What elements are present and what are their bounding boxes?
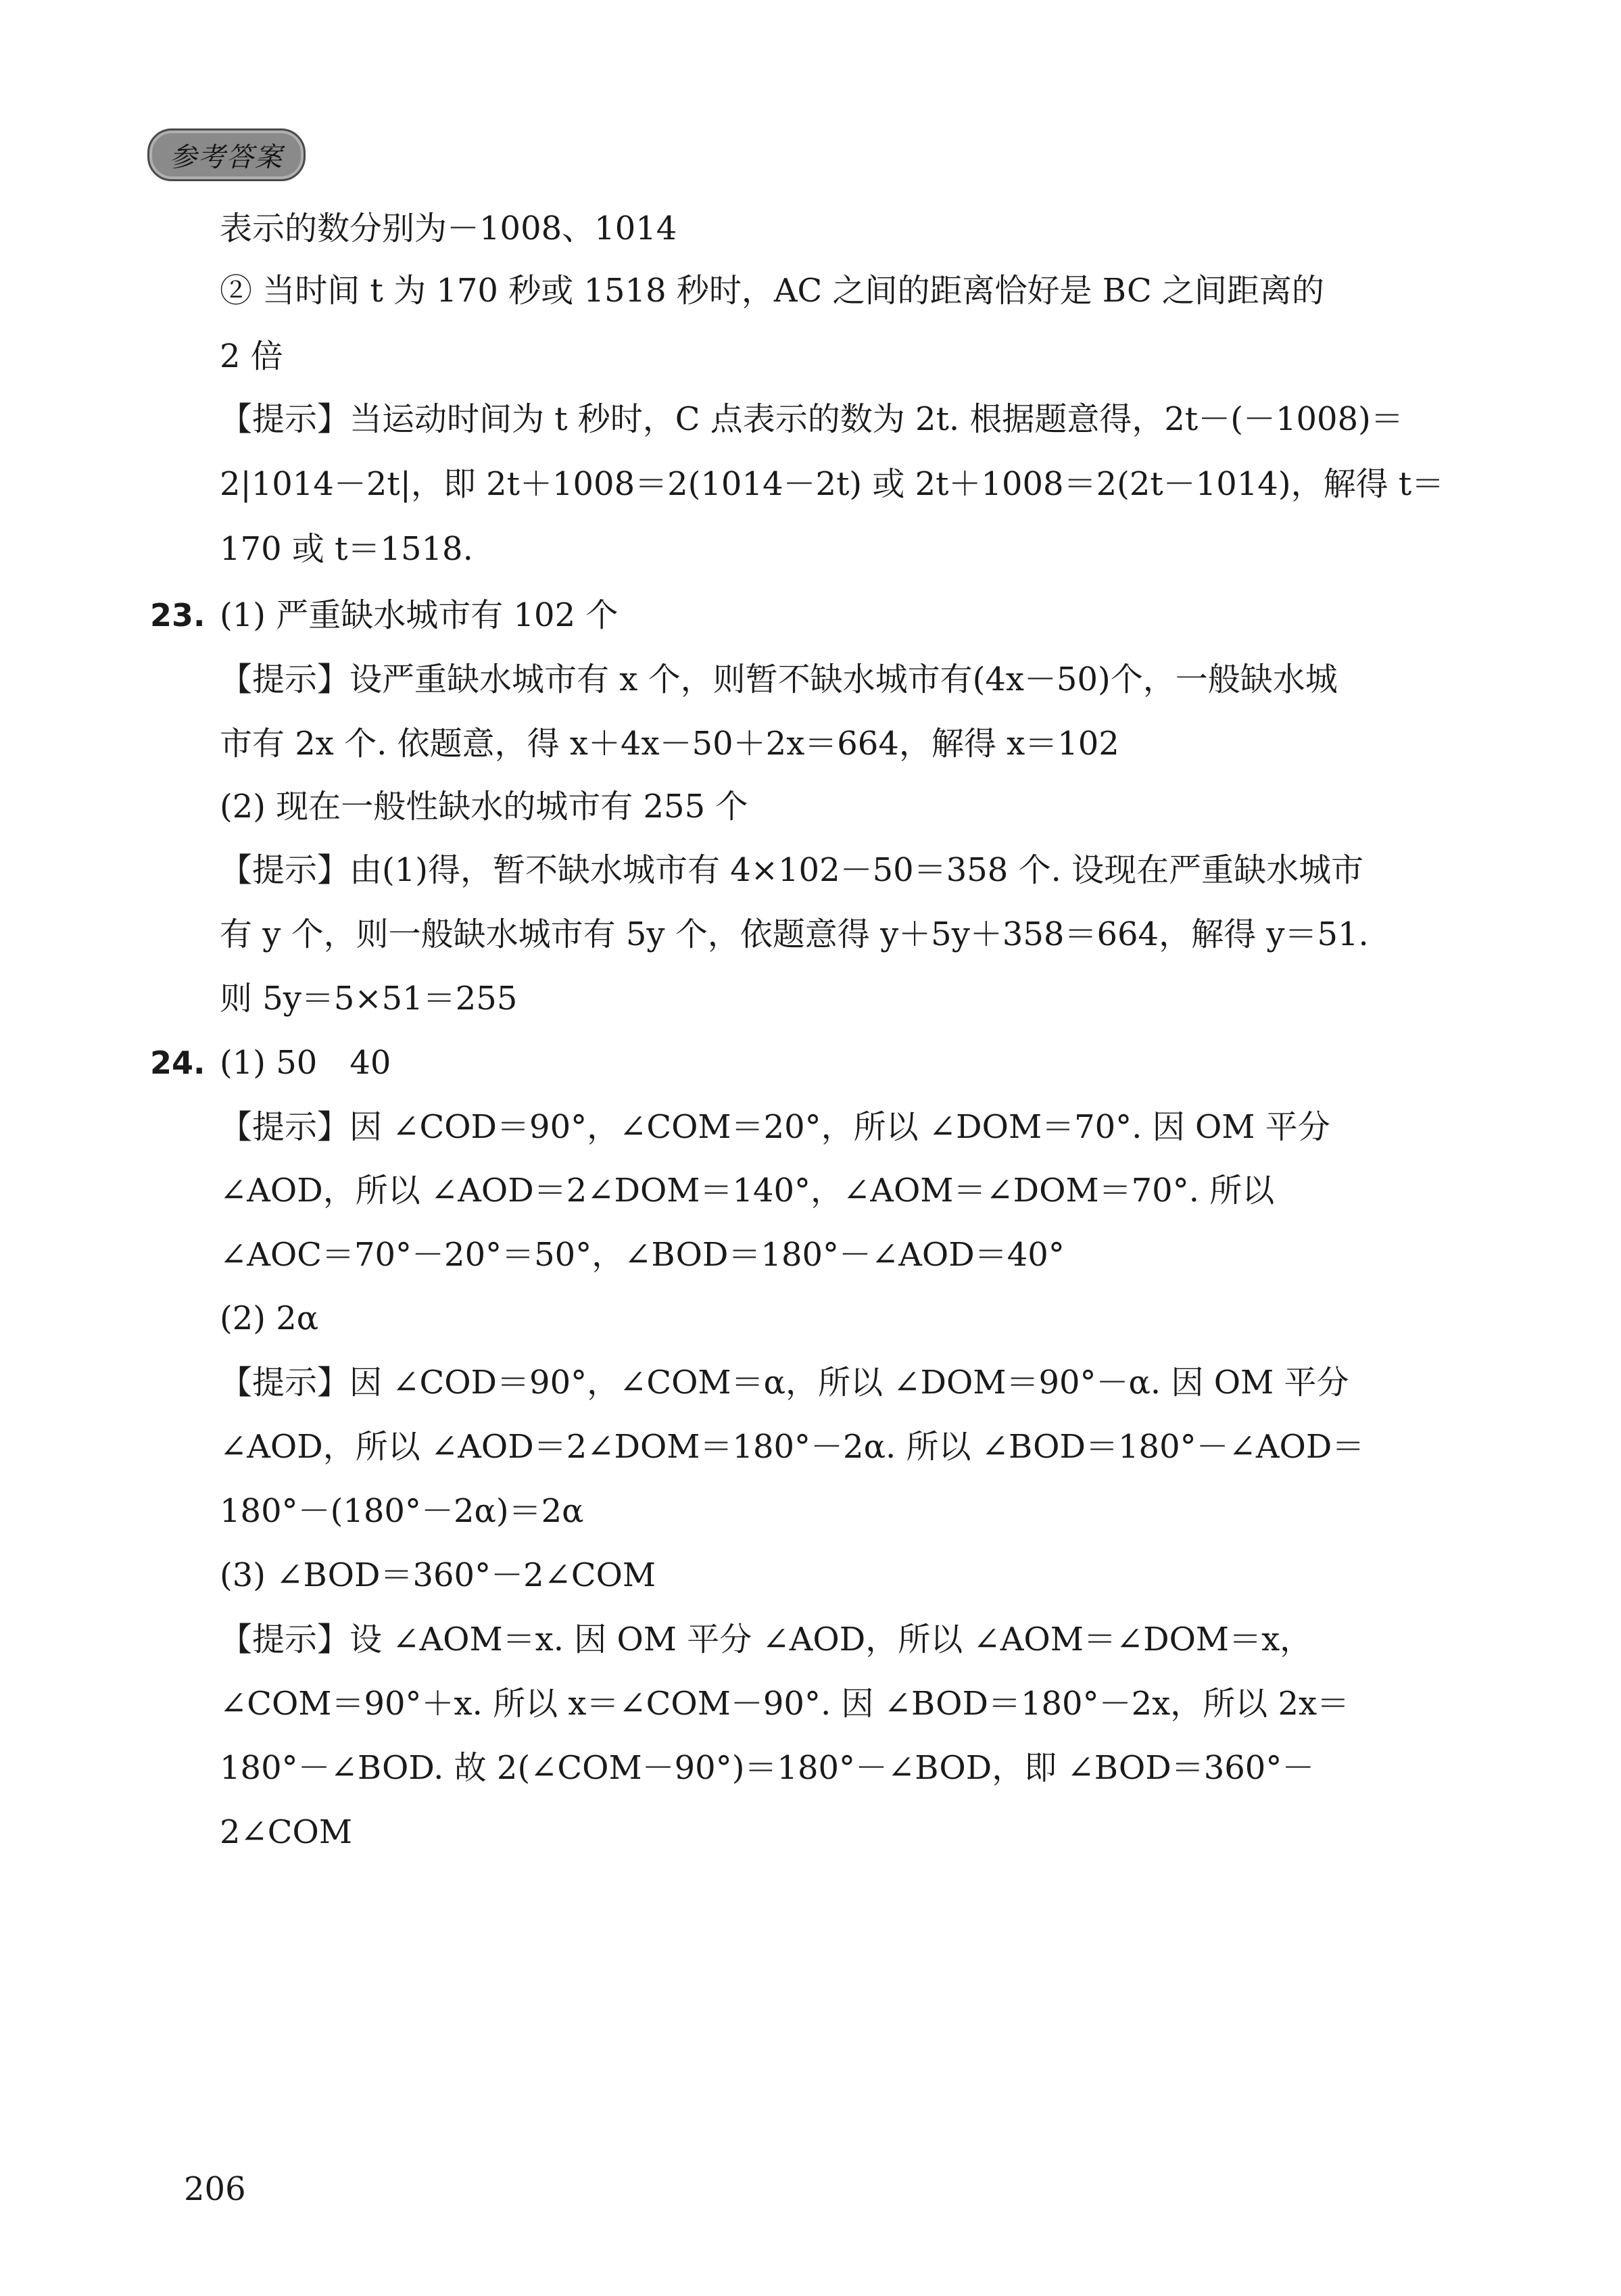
q22-part2-line: ② 当时间 t 为 170 秒或 1518 秒时，AC 之间的距离恰好是 BC 之间距离的 (220, 272, 1324, 310)
q22-part2-line: 2 倍 (220, 337, 283, 375)
q23-part2-answer: (2) 现在一般性缺水的城市有 255 个 (220, 788, 748, 826)
q24-hint-line: 2∠COM (220, 1813, 352, 1851)
page-number: 206 (184, 2170, 246, 2208)
q23-hint-line: 市有 2x 个. 依题意，得 x＋4x－50＋2x＝664，解得 x＝102 (220, 725, 1119, 763)
q24-hint-line: 180°－(180°－2α)＝2α (220, 1492, 584, 1530)
q22-hint-line: 【提示】当运动时间为 t 秒时，C 点表示的数为 2t. 根据题意得，2t－(－1008)＝ (220, 400, 1403, 438)
q22-line: 表示的数分别为－1008、1014 (220, 210, 677, 247)
question-number-23: 23. (150, 597, 205, 633)
q24-hint-line: ∠AOD，所以 ∠AOD＝2∠DOM＝180°－2α. 所以 ∠BOD＝180°－∠AOD＝ (220, 1428, 1365, 1466)
q24-hint-line: 【提示】设 ∠AOM＝x. 因 OM 平分 ∠AOD，所以 ∠AOM＝∠DOM＝x， (220, 1621, 1313, 1658)
answer-section-badge (147, 128, 306, 181)
q23-part1-answer: (1) 严重缺水城市有 102 个 (220, 596, 619, 634)
badge-label: 参考答案 (170, 141, 283, 173)
question-number-24: 24. (150, 1045, 205, 1081)
q24-hint-line: ∠AOC＝70°－20°＝50°，∠BOD＝180°－∠AOD＝40° (220, 1236, 1065, 1274)
q23-hint-line: 则 5y＝5×51＝255 (220, 980, 518, 1018)
q22-hint-line: 2|1014－2t|，即 2t＋1008＝2(1014－2t) 或 2t＋1008＝2(2t－1014)，解得 t＝ (220, 465, 1445, 503)
q23-hint-line: 【提示】由(1)得，暂不缺水城市有 4×102－50＝358 个. 设现在严重缺水城市 (220, 851, 1364, 889)
q22-hint-line: 170 或 t＝1518. (220, 530, 473, 568)
q24-hint-line: 【提示】因 ∠COD＝90°，∠COM＝20°，所以 ∠DOM＝70°. 因 OM 平分 (220, 1108, 1330, 1146)
q23-hint-line: 【提示】设严重缺水城市有 x 个，则暂不缺水城市有(4x－50)个，一般缺水城 (220, 661, 1338, 698)
q24-part1-answer: (1) 50 40 (220, 1044, 391, 1082)
q24-part3-answer: (3) ∠BOD＝360°－2∠COM (220, 1556, 656, 1594)
q24-hint-line: ∠AOD，所以 ∠AOD＝2∠DOM＝140°，∠AOM＝∠DOM＝70°. 所以 (220, 1172, 1275, 1210)
q24-hint-line: ∠COM＝90°＋x. 所以 x＝∠COM－90°. 因 ∠BOD＝180°－2x，所以 2x＝ (220, 1685, 1350, 1723)
q23-hint-line: 有 y 个，则一般缺水城市有 5y 个，依题意得 y＋5y＋358＝664，解得 y＝51. (220, 915, 1369, 953)
q24-hint-line: 180°－∠BOD. 故 2(∠COM－90°)＝180°－∠BOD，即 ∠BOD＝360°－ (220, 1749, 1315, 1787)
q24-hint-line: 【提示】因 ∠COD＝90°，∠COM＝α，所以 ∠DOM＝90°－α. 因 OM 平分 (220, 1364, 1349, 1402)
q24-part2-answer: (2) 2α (220, 1299, 319, 1337)
